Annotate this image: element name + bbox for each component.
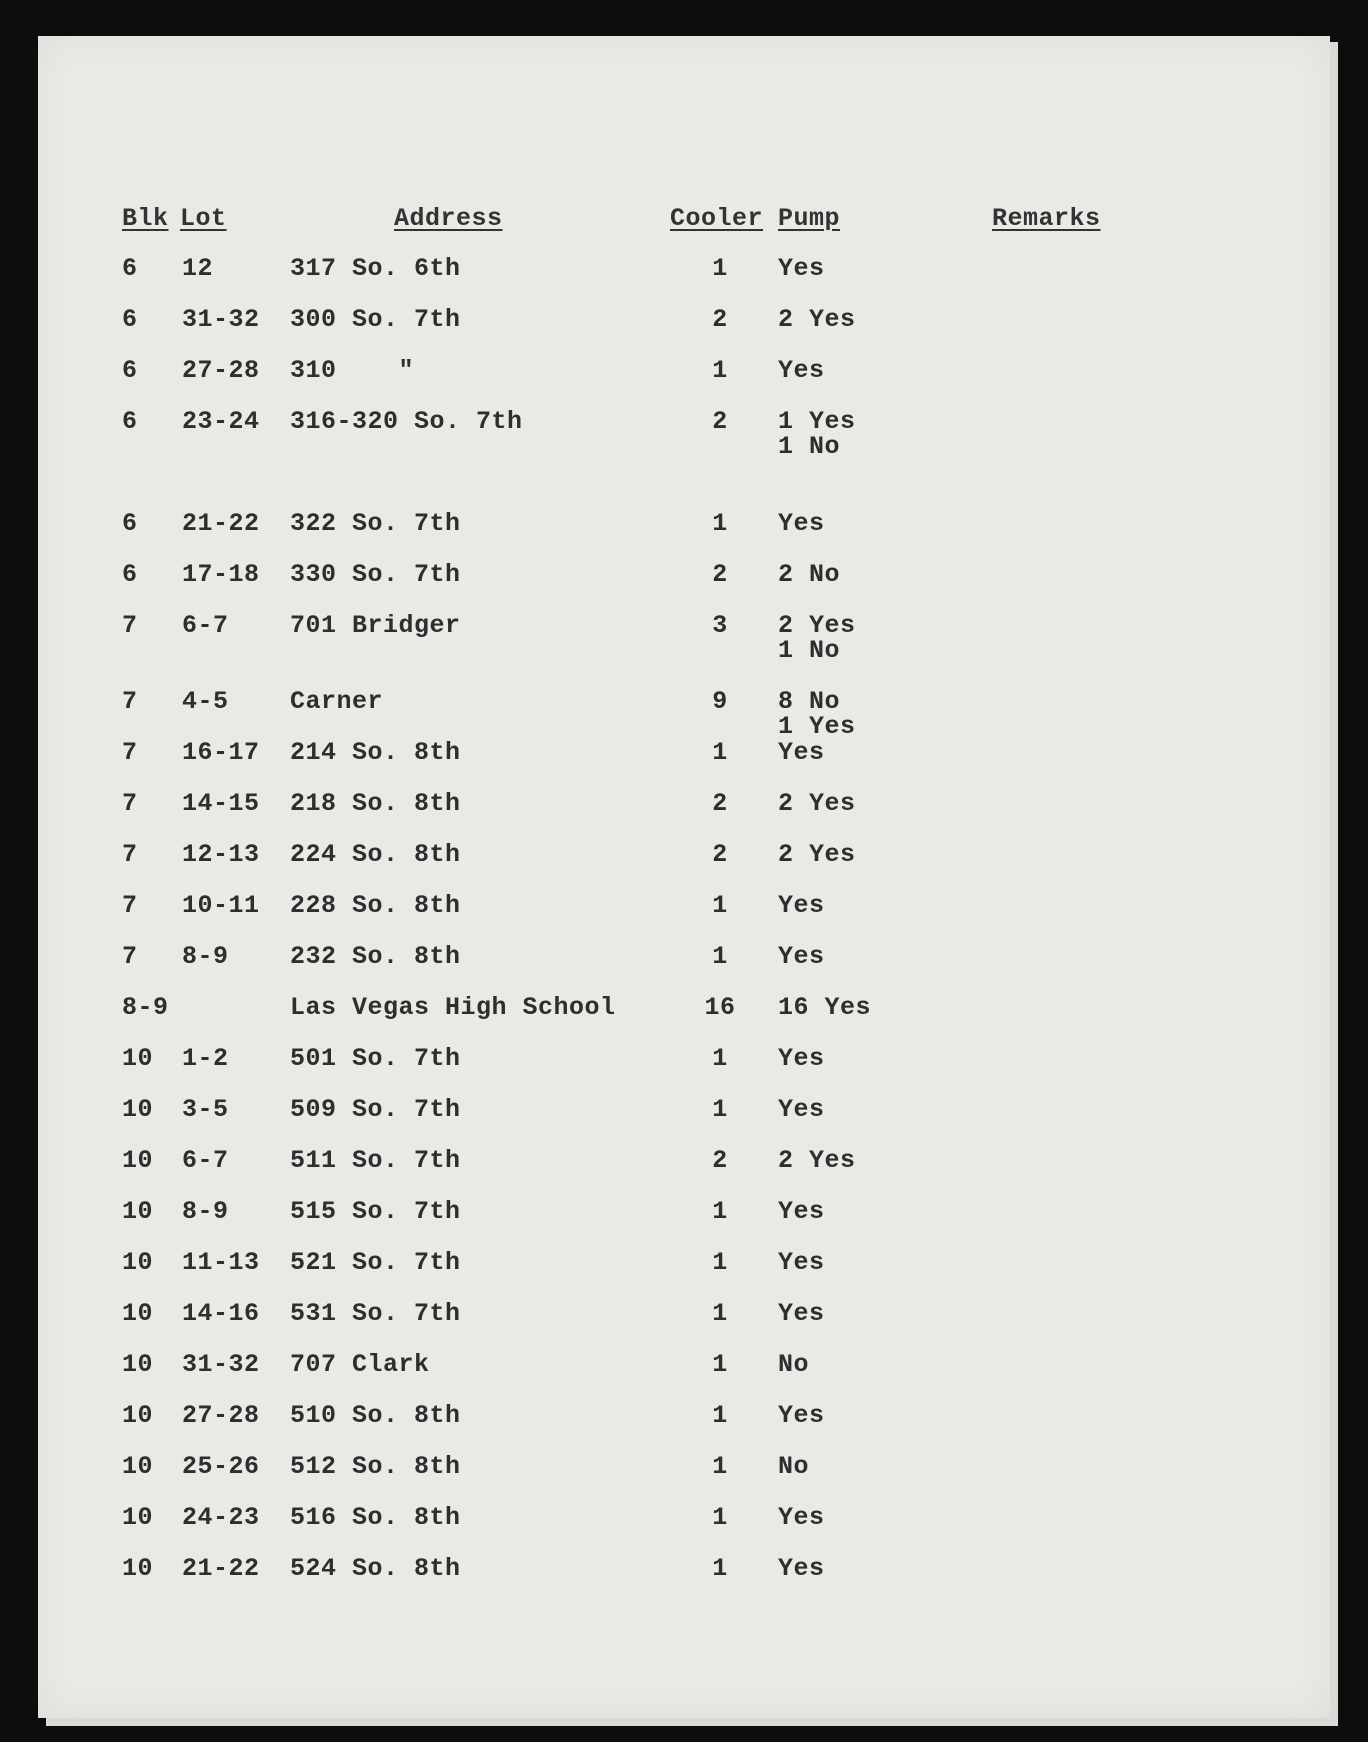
- table-row: [38, 358, 1330, 410]
- header-address: Address: [394, 204, 503, 233]
- pump-cell: [778, 613, 856, 663]
- address-cell: 531 So. 7th: [290, 1299, 461, 1328]
- lot-cell: 27-28: [182, 356, 260, 385]
- cooler-cell: 1: [712, 1401, 728, 1430]
- address-cell: 322 So. 7th: [290, 509, 461, 538]
- blk-cell: 6: [122, 560, 138, 589]
- pump-line: 2 Yes: [778, 305, 856, 334]
- cooler-cell: 1: [712, 1044, 728, 1073]
- table-row: [38, 511, 1330, 563]
- address-cell: 214 So. 8th: [290, 738, 461, 767]
- table-row: [38, 1454, 1330, 1506]
- lot-cell: 8-9: [182, 942, 229, 971]
- blk-cell: 6: [122, 407, 138, 436]
- lot-cell: 1-2: [182, 1044, 229, 1073]
- table-row: [38, 307, 1330, 359]
- blk-cell: 7: [122, 789, 138, 818]
- cooler-cell: 1: [712, 356, 728, 385]
- cooler-cell: 2: [712, 789, 728, 818]
- header-pump: Pump: [778, 204, 841, 233]
- table-row: [38, 1556, 1330, 1608]
- lot-cell: 21-22: [182, 1554, 260, 1583]
- blk-cell: 10: [122, 1350, 154, 1379]
- table-row: [38, 409, 1330, 461]
- pump-cell: [778, 1403, 825, 1428]
- cooler-cell: 9: [712, 687, 728, 716]
- address-cell: Las Vegas High School: [290, 993, 616, 1022]
- blk-cell: 8-9: [122, 993, 169, 1022]
- pump-line: Yes: [778, 1044, 825, 1073]
- pump-line: Yes: [778, 891, 825, 920]
- lot-cell: 23-24: [182, 407, 260, 436]
- blk-cell: 10: [122, 1554, 154, 1583]
- cooler-cell: 1: [712, 1095, 728, 1124]
- lot-cell: 10-11: [182, 891, 260, 920]
- lot-cell: 6-7: [182, 611, 229, 640]
- pump-line: No: [778, 1452, 810, 1481]
- pump-cell: [778, 358, 825, 383]
- pump-line: Yes: [778, 1095, 825, 1124]
- lot-cell: 25-26: [182, 1452, 260, 1481]
- pump-cell: [778, 1250, 825, 1275]
- pump-cell: [778, 893, 825, 918]
- address-cell: Carner: [290, 687, 384, 716]
- table-row: [38, 944, 1330, 996]
- blk-cell: 10: [122, 1401, 154, 1430]
- address-cell: 316-320 So. 7th: [290, 407, 523, 436]
- pump-line: 16 Yes: [778, 993, 872, 1022]
- pump-cell: [778, 1097, 825, 1122]
- lot-cell: 14-15: [182, 789, 260, 818]
- address-cell: 501 So. 7th: [290, 1044, 461, 1073]
- pump-line: Yes: [778, 254, 825, 283]
- address-cell: 218 So. 8th: [290, 789, 461, 818]
- pump-line: 2 No: [778, 560, 841, 589]
- pump-cell: [778, 1199, 825, 1224]
- lot-cell: 8-9: [182, 1197, 229, 1226]
- blk-cell: 6: [122, 356, 138, 385]
- cooler-cell: 1: [712, 891, 728, 920]
- blk-cell: 7: [122, 738, 138, 767]
- pump-cell: [778, 562, 840, 587]
- address-cell: 511 So. 7th: [290, 1146, 461, 1175]
- pump-cell: [778, 842, 856, 867]
- address-cell: 512 So. 8th: [290, 1452, 461, 1481]
- pump-line: Yes: [778, 1503, 825, 1532]
- address-cell: 524 So. 8th: [290, 1554, 461, 1583]
- blk-cell: 10: [122, 1299, 154, 1328]
- cooler-cell: 3: [712, 611, 728, 640]
- pump-cell: [778, 740, 825, 765]
- pump-line: Yes: [778, 1299, 825, 1328]
- blk-cell: 10: [122, 1248, 154, 1277]
- cooler-cell: 1: [712, 1248, 728, 1277]
- lot-cell: 31-32: [182, 305, 260, 334]
- address-cell: 510 So. 8th: [290, 1401, 461, 1430]
- cooler-cell: 1: [712, 942, 728, 971]
- cooler-cell: 2: [712, 407, 728, 436]
- blk-cell: 10: [122, 1197, 154, 1226]
- table-row: [38, 740, 1330, 792]
- table-row: [38, 995, 1330, 1047]
- pump-line: 1 Yes: [778, 712, 856, 741]
- table-row: [38, 842, 1330, 894]
- pump-line: Yes: [778, 509, 825, 538]
- lot-cell: 16-17: [182, 738, 260, 767]
- address-cell: 300 So. 7th: [290, 305, 461, 334]
- pump-cell: [778, 409, 856, 459]
- lot-cell: 4-5: [182, 687, 229, 716]
- blk-cell: 10: [122, 1146, 154, 1175]
- address-cell: 228 So. 8th: [290, 891, 461, 920]
- address-cell: 521 So. 7th: [290, 1248, 461, 1277]
- address-cell: 509 So. 7th: [290, 1095, 461, 1124]
- address-cell: 701 Bridger: [290, 611, 461, 640]
- cooler-cell: 2: [712, 305, 728, 334]
- blk-cell: 6: [122, 305, 138, 334]
- lot-cell: 31-32: [182, 1350, 260, 1379]
- cooler-cell: 16: [704, 993, 736, 1022]
- pump-line: 2 Yes: [778, 789, 856, 818]
- address-cell: 707 Clark: [290, 1350, 430, 1379]
- pump-cell: [778, 689, 856, 739]
- lot-cell: 14-16: [182, 1299, 260, 1328]
- cooler-cell: 1: [712, 1503, 728, 1532]
- table-row: [38, 1097, 1330, 1149]
- table-row: [38, 256, 1330, 308]
- table-row: [38, 613, 1330, 665]
- lot-cell: 12-13: [182, 840, 260, 869]
- table-row: [38, 791, 1330, 843]
- lot-cell: 21-22: [182, 509, 260, 538]
- address-cell: 232 So. 8th: [290, 942, 461, 971]
- address-cell: 516 So. 8th: [290, 1503, 461, 1532]
- table-row: [38, 1352, 1330, 1404]
- cooler-cell: 1: [712, 1350, 728, 1379]
- table-row: [38, 1403, 1330, 1455]
- lot-cell: 27-28: [182, 1401, 260, 1430]
- pump-line: 2 Yes: [778, 1146, 856, 1175]
- pump-cell: [778, 1148, 856, 1173]
- blk-cell: 6: [122, 509, 138, 538]
- table-row: [38, 1046, 1330, 1098]
- header-blk: Blk: [122, 204, 169, 233]
- blk-cell: 7: [122, 687, 138, 716]
- lot-cell: 6-7: [182, 1146, 229, 1175]
- cooler-cell: 1: [712, 1197, 728, 1226]
- cooler-cell: 2: [712, 560, 728, 589]
- cooler-cell: 2: [712, 1146, 728, 1175]
- cooler-cell: 1: [712, 1452, 728, 1481]
- header-remarks: Remarks: [992, 204, 1101, 233]
- address-cell: 224 So. 8th: [290, 840, 461, 869]
- blk-cell: 10: [122, 1044, 154, 1073]
- lot-cell: 17-18: [182, 560, 260, 589]
- table-row: [38, 1199, 1330, 1251]
- blk-cell: 7: [122, 611, 138, 640]
- pump-cell: [778, 791, 856, 816]
- pump-line: 1 Yes: [778, 407, 856, 436]
- pump-cell: [778, 944, 825, 969]
- pump-line: Yes: [778, 942, 825, 971]
- lot-cell: 11-13: [182, 1248, 260, 1277]
- blk-cell: 7: [122, 942, 138, 971]
- blk-cell: 6: [122, 254, 138, 283]
- blk-cell: 7: [122, 840, 138, 869]
- blk-cell: 10: [122, 1452, 154, 1481]
- document-page: [38, 36, 1330, 1718]
- cooler-cell: 2: [712, 840, 728, 869]
- pump-line: 1 No: [778, 432, 841, 461]
- table-row: [38, 1301, 1330, 1353]
- pump-line: Yes: [778, 1248, 825, 1277]
- cooler-cell: 1: [712, 254, 728, 283]
- address-cell: 310 ": [290, 356, 415, 385]
- pump-cell: [778, 1301, 825, 1326]
- address-cell: 330 So. 7th: [290, 560, 461, 589]
- table-row: [38, 1505, 1330, 1557]
- blk-cell: 10: [122, 1503, 154, 1532]
- pump-line: 2 Yes: [778, 611, 856, 640]
- address-cell: 515 So. 7th: [290, 1197, 461, 1226]
- pump-line: Yes: [778, 738, 825, 767]
- pump-cell: [778, 1454, 809, 1479]
- table-header: [38, 206, 1330, 258]
- pump-cell: [778, 307, 856, 332]
- table-row: [38, 689, 1330, 741]
- header-cooler: Cooler: [670, 204, 764, 233]
- cooler-cell: 1: [712, 738, 728, 767]
- pump-cell: [778, 995, 871, 1020]
- pump-line: 1 No: [778, 636, 841, 665]
- lot-cell: 24-23: [182, 1503, 260, 1532]
- cooler-cell: 1: [712, 1554, 728, 1583]
- table-row: [38, 1250, 1330, 1302]
- blk-cell: 10: [122, 1095, 154, 1124]
- pump-line: Yes: [778, 356, 825, 385]
- pump-cell: [778, 1046, 825, 1071]
- pump-line: 8 No: [778, 687, 841, 716]
- pump-cell: [778, 1352, 809, 1377]
- lot-cell: 12: [182, 254, 214, 283]
- table-row: [38, 893, 1330, 945]
- pump-line: No: [778, 1350, 810, 1379]
- pump-line: Yes: [778, 1197, 825, 1226]
- pump-line: Yes: [778, 1554, 825, 1583]
- table-row: [38, 562, 1330, 614]
- pump-line: 2 Yes: [778, 840, 856, 869]
- table-row: [38, 1148, 1330, 1200]
- blk-cell: 7: [122, 891, 138, 920]
- pump-cell: [778, 256, 825, 281]
- pump-cell: [778, 1556, 825, 1581]
- header-lot: Lot: [180, 204, 227, 233]
- pump-cell: [778, 1505, 825, 1530]
- cooler-cell: 1: [712, 509, 728, 538]
- pump-line: Yes: [778, 1401, 825, 1430]
- lot-cell: 3-5: [182, 1095, 229, 1124]
- address-cell: 317 So. 6th: [290, 254, 461, 283]
- pump-cell: [778, 511, 825, 536]
- cooler-cell: 1: [712, 1299, 728, 1328]
